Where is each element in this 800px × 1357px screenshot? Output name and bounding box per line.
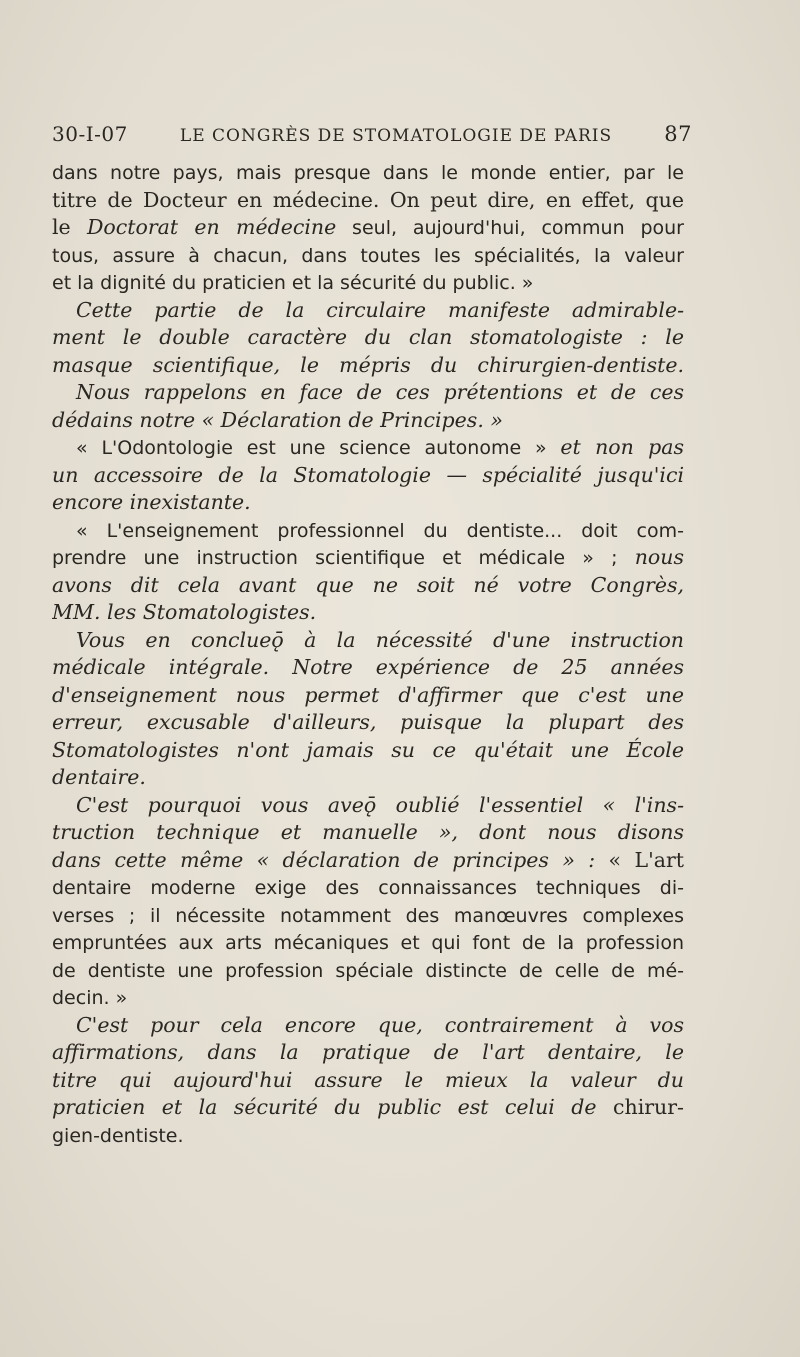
italic-run: Vous en conclueǭ à la nécessité d'une instruction [76, 627, 684, 652]
text-line [52, 1094, 684, 1122]
roman-run: et la dignité du praticien et la sécurité du public. » [52, 272, 534, 294]
text-line [52, 544, 684, 572]
italic-run: et non pas [560, 435, 684, 459]
italic-run: avons dit cela avant que ne soit né votre Congrès, [52, 572, 684, 597]
text-line [52, 434, 684, 462]
italic-run: MM. les Stomatologistes. [52, 600, 317, 624]
text-line [52, 737, 684, 765]
roman-run: le [52, 215, 87, 239]
italic-run: dans cette même « déclaration de principes » : [52, 847, 609, 872]
italic-run: erreur, excusable d'ailleurs, puisque la plupart des [52, 710, 684, 734]
text-line [52, 187, 684, 215]
roman-run: dans notre pays, mais presque dans le monde entier, par le [52, 162, 684, 184]
text-line [52, 159, 684, 187]
text-line [52, 1122, 684, 1150]
roman-run: tous, assure à chacun, dans toutes les spécialités, la valeur [52, 244, 684, 267]
text-line [52, 572, 684, 600]
roman-run: dentaire moderne exige des connaissances techniques di- [52, 877, 684, 899]
roman-run: chirur- [613, 1095, 684, 1119]
text-line [52, 242, 684, 270]
italic-run: C'est pourquoi vous aveǭ oublié l'essentiel « l'ins- [76, 792, 684, 817]
roman-run: decin. » [52, 987, 128, 1009]
italic-run: Doctorat en médecine [87, 215, 337, 239]
text-line [52, 654, 684, 682]
text-line [52, 902, 684, 930]
text-line [52, 352, 684, 380]
text-line [52, 1012, 684, 1040]
text-line [52, 874, 684, 902]
italic-run: affirmations, dans la pratique de l'art dentaire, le [52, 1040, 684, 1064]
text-line [52, 214, 684, 242]
roman-run: titre de Docteur en médecine. On peut dire, en effet, que [52, 187, 684, 212]
roman-run: seul, aujourd'hui, commun pour [336, 217, 684, 239]
roman-run: « L'Odontologie est une science autonome » [76, 437, 561, 459]
italic-run: Nous rappelons en face de ces prétentions et de ces [76, 380, 684, 404]
text-line [52, 627, 684, 655]
running-header [52, 122, 692, 156]
roman-run: verses ; il nécessite notamment des manœuvres complexes [52, 904, 684, 927]
italic-run: ment le double caractère du clan stomatologiste : le [52, 325, 684, 349]
italic-run: dédains notre « Déclaration de Principes. » [52, 407, 503, 432]
text-line [52, 379, 684, 407]
roman-run: prendre une instruction scientifique et médicale » ; [52, 547, 635, 569]
italic-run: C'est pour cela encore que, contrairement à vos [76, 1012, 684, 1037]
page-number: 87 [664, 122, 692, 146]
running-title: LE CONGRÈS DE STOMATOLOGIE DE PARIS [179, 126, 613, 146]
text-line [52, 324, 684, 352]
header-folio: 30-I-07 [52, 122, 128, 146]
italic-run: titre qui aujourd'hui assure le mieux la valeur du [52, 1067, 684, 1092]
roman-run: empruntées aux arts mécaniques et qui font de la profession [52, 932, 684, 954]
text-line [52, 819, 684, 847]
italic-run: Stomatologistes n'ont jamais su ce qu'était une École [52, 737, 684, 762]
roman-run: « L'enseignement professionnel du dentiste... doit com- [76, 519, 684, 542]
italic-run: encore inexistante. [52, 490, 251, 514]
text-line [52, 297, 684, 325]
italic-run: d'enseignement nous permet d'affirmer que c'est une [52, 682, 684, 707]
italic-run: un accessoire de la Stomatologie — spécialité jusqu'ici [52, 462, 684, 487]
text-line [52, 269, 684, 297]
text-line [52, 682, 684, 710]
text-line [52, 709, 684, 737]
text-line [52, 462, 684, 490]
text-line [52, 1039, 684, 1067]
italic-run: truction technique et manuelle », dont nous disons [52, 820, 684, 844]
italic-run: praticien et la sécurité du public est celui de [52, 1095, 614, 1119]
italic-run: masque scientifique, le mépris du chirurgien-dentiste. [52, 352, 684, 377]
text-line [52, 489, 684, 517]
roman-run: gien-dentiste. [52, 1124, 184, 1147]
text-line [52, 599, 684, 627]
page-body [52, 159, 684, 1149]
text-line [52, 517, 684, 545]
text-line [52, 984, 684, 1012]
text-line [52, 847, 684, 875]
italic-run: Cette partie de la circulaire manifeste admirable- [76, 297, 684, 322]
text-line [52, 407, 684, 435]
roman-run: de dentiste une profession spéciale distincte de celle de mé- [52, 959, 684, 982]
italic-run: dentaire. [52, 765, 146, 789]
text-line [52, 1067, 684, 1095]
italic-run: médicale intégrale. Notre expérience de 25 années [52, 655, 684, 679]
text-line [52, 929, 684, 957]
text-line [52, 957, 684, 985]
text-line [52, 764, 684, 792]
italic-run: nous [634, 545, 684, 569]
text-line [52, 792, 684, 820]
roman-run: « L'art [608, 847, 684, 872]
